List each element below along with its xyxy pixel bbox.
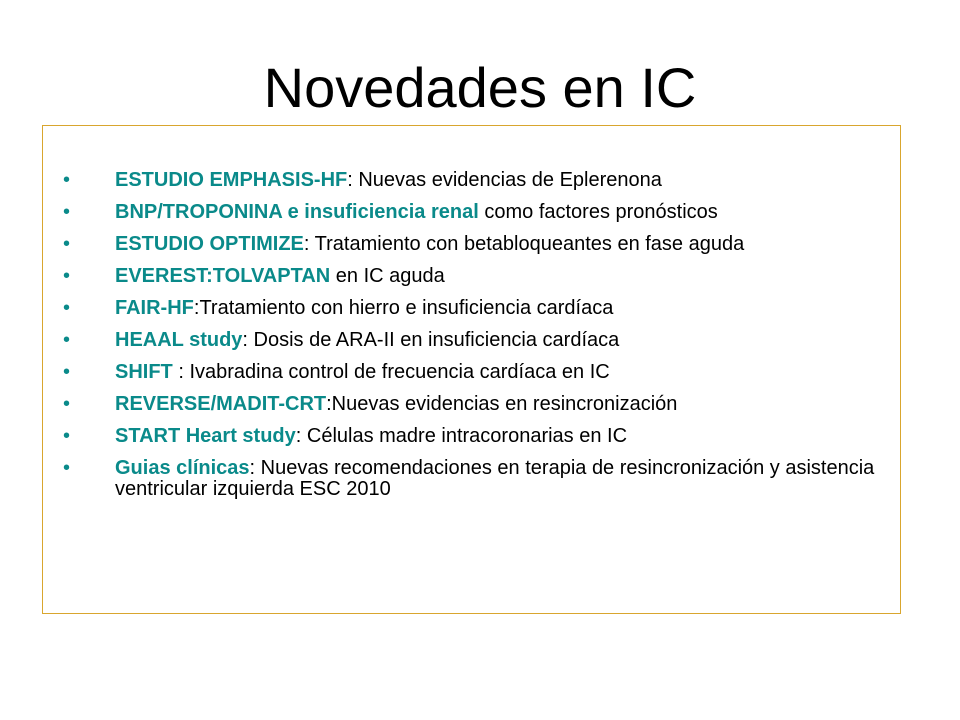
list-item	[63, 330, 903, 351]
bullet-icon: •	[63, 329, 71, 351]
bullet-term: FAIR-HF	[115, 297, 194, 319]
bullet-icon: •	[63, 425, 71, 447]
bullet-term: EVEREST:TOLVAPTAN	[115, 265, 331, 287]
bullet-term: HEAAL study	[115, 329, 243, 351]
bullet-text: : Dosis de ARA-II en insuficiencia cardíaca	[242, 329, 620, 351]
slide-title: Novedades en IC	[263, 56, 697, 119]
bullet-term: Guias clínicas	[115, 457, 250, 479]
bullet-text: : Ivabradina control de frecuencia cardíaca en IC	[178, 361, 610, 383]
bullet-icon: •	[63, 201, 71, 223]
bullet-term: START Heart study	[115, 425, 296, 447]
list-item	[63, 202, 903, 223]
list-item	[63, 362, 903, 383]
list-item	[63, 458, 903, 500]
bullet-term: BNP/TROPONINA e insuficiencia renal	[115, 201, 479, 223]
bullet-text: en IC aguda	[330, 265, 445, 287]
list-item	[63, 170, 903, 191]
bullet-term: ESTUDIO EMPHASIS-HF	[115, 169, 348, 191]
list-item	[63, 426, 903, 447]
bullet-icon: •	[63, 361, 71, 383]
content-box	[42, 125, 901, 614]
bullet-text: : Tratamiento con betabloqueantes en fase aguda	[303, 233, 745, 255]
bullet-icon: •	[63, 297, 71, 319]
list-item	[63, 266, 903, 287]
bullet-icon: •	[63, 457, 71, 479]
bullet-icon: •	[63, 169, 71, 191]
bullet-icon: •	[63, 233, 71, 255]
bullet-text: :Nuevas evidencias en resincronización	[326, 393, 678, 415]
bullet-term: ESTUDIO OPTIMIZE	[115, 233, 304, 255]
list-item	[63, 234, 903, 255]
list-item	[63, 298, 903, 319]
bullet-term: SHIFT	[115, 361, 179, 383]
bullet-icon: •	[63, 265, 71, 287]
bullet-text: : Nuevas recomendaciones en terapia de resincronización y asistencia ventricular izquierda ESC 2010	[115, 457, 875, 500]
bullet-text: : Nuevas evidencias de Eplerenona	[347, 169, 662, 191]
bullet-icon: •	[63, 393, 71, 415]
bullet-text: :Tratamiento con hierro e insuficiencia cardíaca	[193, 297, 614, 319]
bullet-term: REVERSE/MADIT-CRT	[115, 393, 327, 415]
bullet-text: : Células madre intracoronarias en IC	[295, 425, 628, 447]
bullet-text: como factores pronósticos	[478, 201, 718, 223]
bullet-list	[63, 170, 903, 511]
list-item	[63, 394, 903, 415]
